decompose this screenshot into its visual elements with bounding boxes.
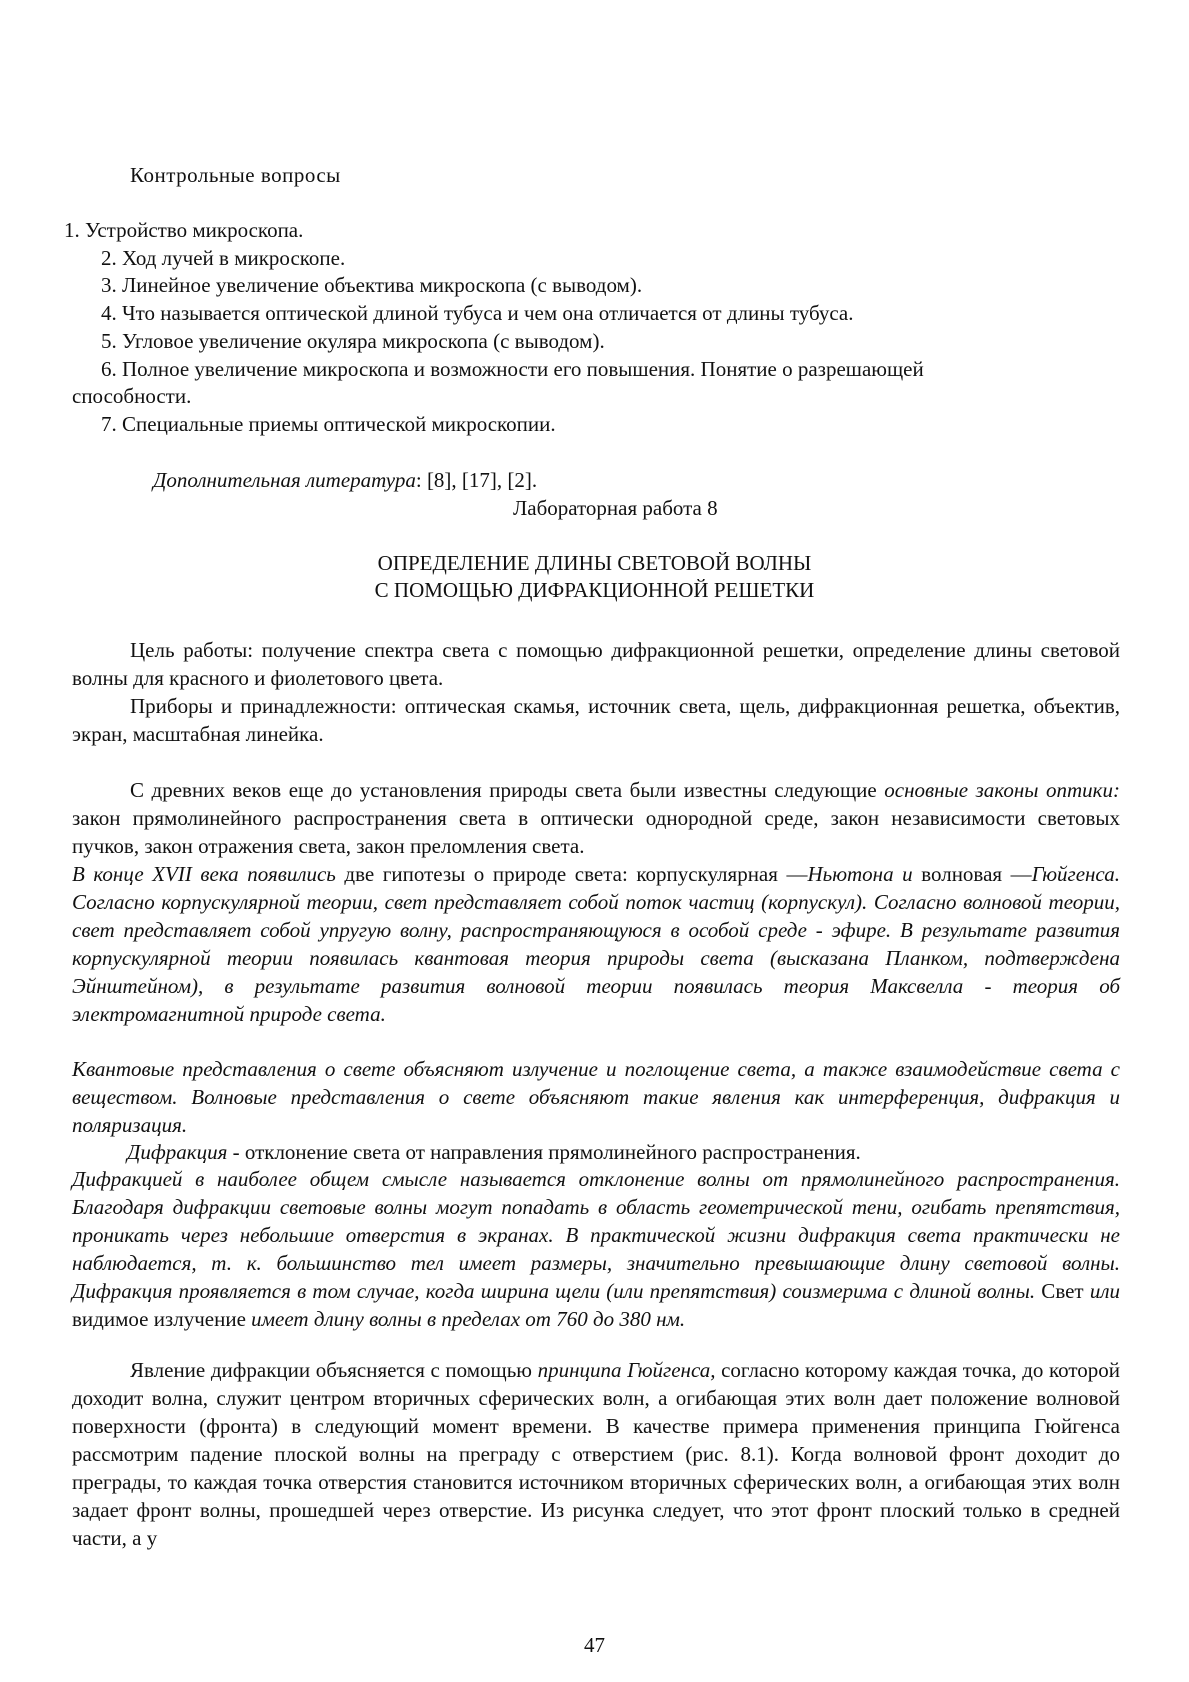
text-run-italic: Гюйгенса. Согласно корпускулярной теории, свет представляет собой поток частиц (корпускул). Согласно волновой теории, свет представляет собой упругую волну, распространяющуюся в особой среде - эфире. В результате развития корпускулярной теории появилась квантовая теория природы света (высказана Планком, подтверждена Эйнштейном), в результате развития волновой теории появилась теория Максвелла - теория об электромагнитной природе света. [72,862,1120,1026]
term-diffraction: Дифракция [127,1140,228,1164]
text-run-italic: Дифракцией в наиболее общем смысле называется отклонение волны от прямолинейного распространения. Благодаря дифракции световые волны могут попадать в область геометрической тени, огибать препятствия, проникать через небольшие отверстия в экранах. В практической жизни дифракция света практически не наблюдается, т. к. большинство тел имеет размеры, значительно превышающие длину световой волны. Дифракция проявляется в том случае, когда ширина щели (или препятствия) соизмерима с длиной волны. [72,1167,1120,1303]
question-item: 6. Полное увеличение микроскопа и возможности его повышения. Понятие о разрешающей [101,357,924,381]
text-run-italic: Ньютона и [807,862,913,886]
question-item: 1. Устройство микроскопа. [64,218,304,242]
text-run: согласно которому каждая точка, до которой доходит волна, служит центром вторичных сферических волн, а огибающая этих волн дает положение волновой поверхности (фронта) в следующий момент времени. В качестве примера применения принципа Гюйгенса рассмотрим падение плоской волны на преграду с отверстием (рис. 8.1). Когда волновой фронт доходит до преграды, то каждая точка отверстия становится источником вторичных сферических волн, а огибающая этих волн задает фронт волны, прошедшей через отверстие. Из рисунка следует, что этот фронт плоский только в средней части, а у [72,1358,1121,1550]
paragraph-optics-laws [72,776,1120,860]
text-run: закон прямолинейного распространения света в оптически однородной среде, закон независимости световых пучков, закон отражения света, закон преломления света. [72,806,1120,858]
text-run: С древних веков еще до установления природы света были известны следующие [130,778,885,802]
goal-paragraph: Цель работы: получение спектра света с помощью дифракционной решетки, определение длины световой волны для красного и фиолетового цвета. [72,638,1120,690]
text-run: Свет [1035,1279,1090,1303]
text-run-italic: или [1089,1279,1120,1303]
text-run-italic: имеет длину волны в пределах от 760 до 380 нм. [251,1307,686,1331]
text-run: - отклонение света от направления прямолинейного распространения. [227,1140,861,1164]
paragraph-huygens-principle [72,1356,1120,1552]
text-run: видимое излучение [72,1307,252,1331]
question-item: 5. Угловое увеличение окуляра микроскопа (с выводом). [101,329,605,353]
question-item: 3. Линейное увеличение объектива микроскопа (с выводом). [101,273,643,297]
lab-title-line1: ОПРЕДЕЛЕНИЕ ДЛИНЫ СВЕТОВОЙ ВОЛНЫ [377,551,812,575]
equipment-paragraph: Приборы и принадлежности: оптическая скамья, источник света, щель, дифракционная решетка, объектив, экран, масштабная линейка. [72,694,1120,746]
text-run-italic: В конце XVII века появились [72,862,336,886]
paragraph-diffraction-definition [72,1138,1120,1166]
question-item: способности. [72,384,192,408]
page-number: 47 [584,1633,605,1657]
paragraph-hypotheses [72,860,1120,1028]
question-item: 2. Ход лучей в микроскопе. [101,246,346,270]
question-item: 4. Что называется оптической длиной тубуса и чем она отличается от длины тубуса. [101,301,854,325]
text-run-italic: основные законы оптики: [884,778,1120,802]
extra-literature [153,467,537,494]
text-run: волновая — [912,862,1032,886]
paragraph-quantum-wave: Квантовые представления о свете объясняют излучение и поглощение света, а также взаимодействие света с веществом. Волновые представления о свете объясняют такие явления как интерференция, дифракция и поляризация. [72,1057,1120,1137]
lab-title-line2: С ПОМОЩЬЮ ДИФРАКЦИОННОЙ РЕШЕТКИ [374,578,815,602]
text-run-italic: принципа Гюйгенса, [537,1358,716,1382]
paragraph-diffraction-general [72,1165,1120,1333]
question-item: 7. Специальные приемы оптической микроскопии. [101,412,556,436]
control-questions-heading: Контрольные вопросы [130,163,341,187]
lab-number: Лабораторная работа 8 [513,496,718,520]
extra-literature-label: Дополнительная литература [153,468,416,492]
text-run: две гипотезы о природе света: корпускулярная — [335,862,808,886]
extra-literature-refs: : [8], [17], [2]. [415,468,538,492]
text-run: Явление дифракции объясняется с помощью [130,1358,538,1382]
